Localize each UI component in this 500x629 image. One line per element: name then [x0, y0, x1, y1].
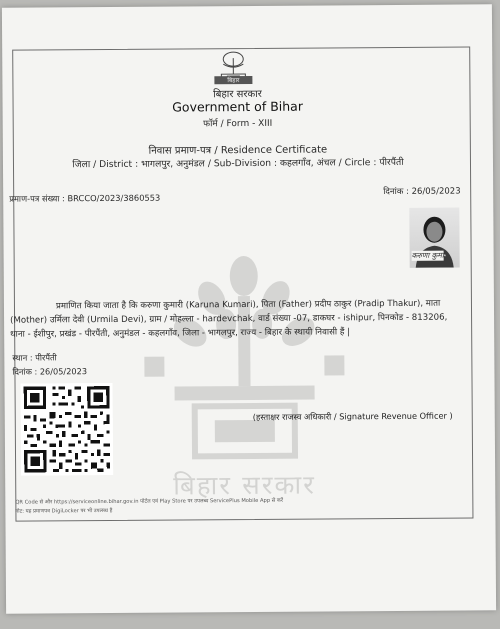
certificate-body-line-3: थाना - ईशीपुर, प्रखंड - पीरपैंती, अनुमंडल - कहलगाँव, जिला - भागलपुर, राज्य - बिहार के स्थायी निवासी हैं | — [10, 327, 351, 340]
issue-date: दिनांक : 26/05/2023 — [383, 186, 461, 198]
footer-date: दिनांक : 26/05/2023 — [12, 366, 88, 377]
verification-note: QR Code से और https://serviceonline.bihar.gov.in पोर्टल एवं Play Store पर उपलब्ध ServicePlus Mobile App से करें — [15, 497, 284, 506]
bodhi-tree-watermark-icon — [133, 235, 355, 497]
certificate-number: प्रमाण-पत्र संख्या : BRCCO/2023/3860553 — [9, 192, 161, 204]
place: स्थान : पीरपैंती — [12, 352, 57, 363]
certificate-title: निवास प्रमाण-पत्र / Residence Certificate — [148, 144, 328, 157]
watermark-text: बिहार सरकार — [173, 470, 316, 502]
form-number: फॉर्म / Form - XIII — [203, 118, 273, 130]
certificate-body-line-1: प्रमाणित किया जाता है कि करुणा कुमारी (Karuna Kumari), पिता (Father) प्रदीप ठाकुर (Pradip Thakur), माता — [55, 298, 441, 312]
digilocker-note: नोट: यह प्रमाणपत्र DigiLocker पर भी उपलब्ध है — [15, 507, 113, 515]
certificate-paper — [2, 4, 496, 613]
applicant-signature: करुणा कुमा — [411, 250, 444, 260]
hindi-government-heading: बिहार सरकार — [213, 88, 262, 101]
signature-revenue-officer-label: (हस्ताक्षर राजस्व अधिकारी / Signature Revenue Officer ) — [252, 410, 453, 422]
emblem-label: बिहार — [214, 76, 252, 84]
location-line: जिला / District : भागलपुर, अनुमंडल / Sub-Division : कहलगाँव, अंचल / Circle : पीरपैंती — [72, 156, 404, 171]
certificate-body-line-2: (Mother) उर्मिला देवी (Urmila Devi), ग्राम / मोहल्ला - hardevchak, वार्ड संख्या -07, डाकघर - ishipur, पिनकोड - 813206, — [10, 312, 448, 326]
qr-code[interactable] — [21, 383, 114, 476]
government-heading: Government of Bihar — [172, 98, 303, 115]
